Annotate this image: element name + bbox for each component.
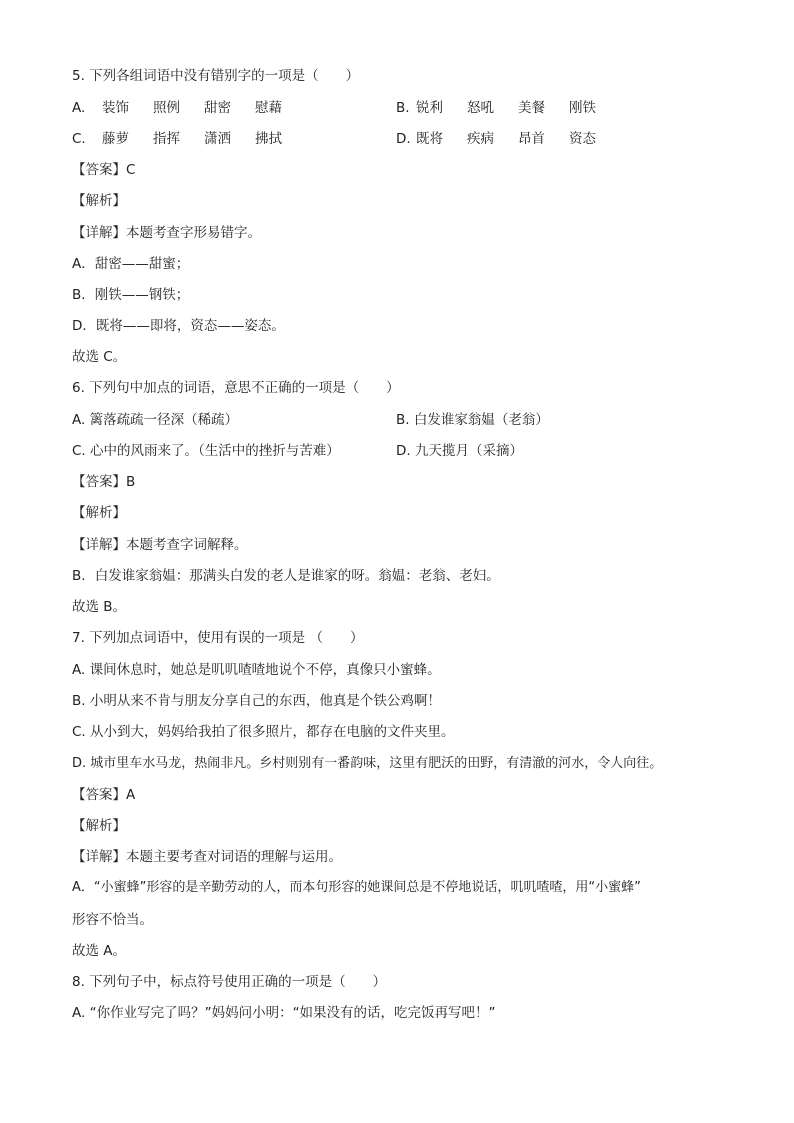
q6-detail-line: B．白发谁家翁媪：那满头白发的老人是谁家的呀。翁媪：老翁、老妇。 [72, 568, 500, 584]
q5-word: 锐利 [416, 100, 443, 116]
q8-option-a: A. “你作业写完了吗？”妈妈问小明：“如果没有的话，吃完饭再写吧！” [72, 1005, 496, 1021]
q5-detail-line: A．甜密——甜蜜； [72, 256, 190, 272]
q5-word: 指挥 [153, 131, 180, 147]
q5-detail: 【详解】本题考查字形易错字。 [72, 225, 261, 241]
q5-detail-line: D．既将——即将，资态——姿态。 [72, 318, 285, 334]
q6-option-d: D. 九天揽月（采摘） [396, 443, 523, 459]
q8-stem: 8. 下列句子中，标点符号使用正确的一项是（ ） [72, 974, 387, 990]
q6-answer: 【答案】B [72, 474, 136, 490]
q5-word: 照例 [153, 100, 180, 116]
q5-word: 藤萝 [102, 131, 129, 147]
q5-option-c-label: C. [72, 131, 86, 147]
q5-answer: 【答案】C [72, 162, 136, 178]
q6-conclusion: 故选 B。 [72, 599, 127, 615]
q5-word: 昂首 [518, 131, 545, 147]
q5-option-b [396, 99, 596, 117]
q5-word: 拂拭 [255, 131, 282, 147]
q5-conclusion: 故选 C。 [72, 349, 127, 365]
q5-stem: 5. 下列各组词语中没有错别字的一项是（ ） [72, 68, 360, 84]
q5-word: 甜密 [204, 100, 231, 116]
q6-option-b: B. 白发谁家翁媪（老翁） [396, 412, 549, 428]
q5-word: 潇洒 [204, 131, 231, 147]
q5-option-b-label: B. [396, 100, 410, 116]
q6-analysis-heading: 【解析】 [72, 505, 126, 521]
q6-detail: 【详解】本题考查字词解释。 [72, 537, 248, 553]
q5-option-d [396, 130, 596, 148]
q7-detail: 【详解】本题主要考查对词语的理解与运用。 [72, 849, 342, 865]
q7-detail-line: A．“小蜜蜂”形容的是辛勤劳动的人，而本句形容的她课间总是不停地说话，叽叽喳喳，用“小蜜蜂” [72, 880, 641, 895]
q5-word: 资态 [569, 131, 596, 147]
q5-option-a [72, 99, 282, 117]
q6-option-a: A. 篱落疏疏一径深（稀疏） [72, 412, 239, 428]
q5-word: 疾病 [467, 131, 494, 147]
q5-word: 刚铁 [569, 100, 596, 116]
q7-option-c: C. 从小到大，妈妈给我拍了很多照片，都存在电脑的文件夹里。 [72, 724, 455, 740]
q5-word: 慰藉 [255, 100, 282, 116]
q6-option-c: C. 心中的风雨来了。（生活中的挫折与苦难） [72, 443, 340, 459]
q7-stem: 7. 下列加点词语中，使用有误的一项是 （ ） [72, 630, 364, 646]
q5-option-a-label: A. [72, 100, 86, 116]
q5-option-d-label: D. [396, 131, 411, 147]
q6-stem: 6. 下列句中加点的词语，意思不正确的一项是（ ） [72, 380, 400, 396]
q5-word: 既将 [416, 131, 443, 147]
q7-option-a: A. 课间休息时，她总是叽叽喳喳地说个不停，真像只小蜜蜂。 [72, 662, 441, 678]
q7-option-d: D. 城市里车水马龙，热闹非凡。乡村则别有一番韵味，这里有肥沃的田野，有清澈的河水，令人向往。 [72, 756, 663, 771]
q5-word: 美餐 [518, 100, 545, 116]
q5-analysis-heading: 【解析】 [72, 193, 126, 209]
q5-word: 装饰 [102, 100, 129, 116]
q7-option-b: B. 小明从来不肯与朋友分享自己的东西，他真是个铁公鸡啊！ [72, 693, 441, 709]
q7-detail-line: 形容不恰当。 [72, 912, 153, 928]
q5-word: 怒吼 [467, 100, 494, 116]
q7-answer: 【答案】A [72, 787, 136, 803]
q5-detail-line: B．刚铁——钢铁； [72, 287, 190, 303]
q7-analysis-heading: 【解析】 [72, 818, 126, 834]
q5-option-c [72, 130, 282, 148]
q7-conclusion: 故选 A。 [72, 943, 127, 959]
